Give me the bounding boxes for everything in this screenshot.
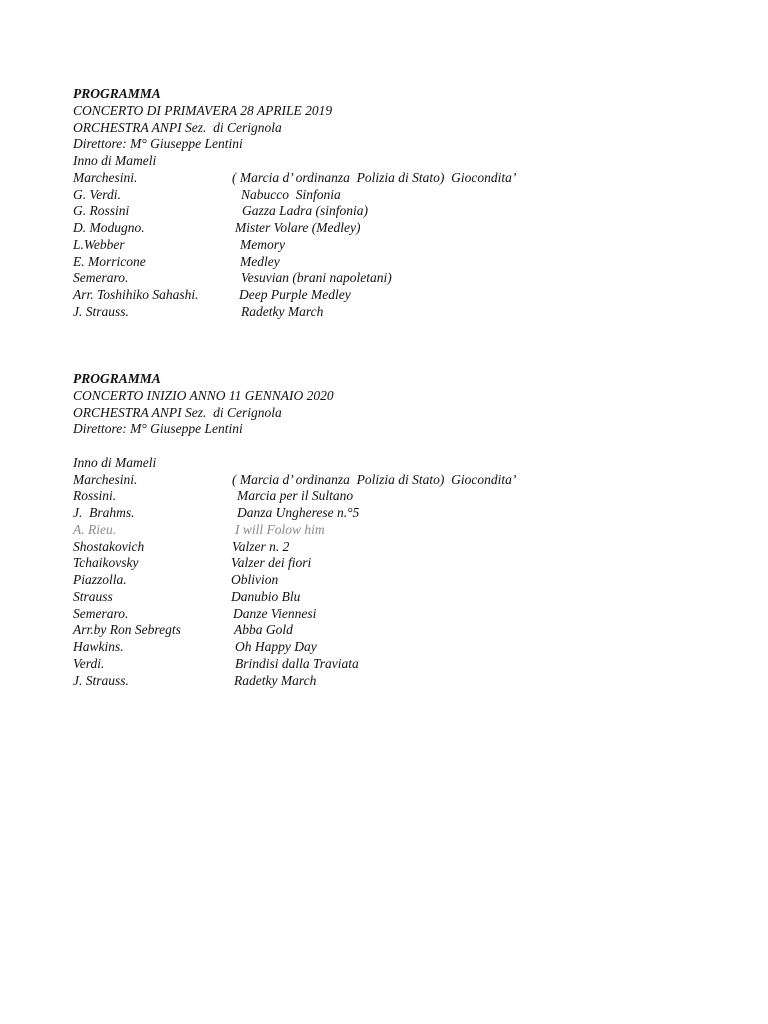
composer: Marchesini. [73, 471, 138, 487]
composer: A. Rieu. [73, 521, 117, 537]
composer: Semeraro. [73, 605, 129, 621]
composer: E. Morricone [73, 253, 146, 269]
program-row [73, 237, 693, 254]
piece-title: Mister Volare (Medley) [235, 220, 361, 235]
piece-title: Marcia per il Sultano [237, 488, 354, 504]
piece-title: Medley [240, 253, 280, 269]
piece-title: Vesuvian (brani napoletani) [241, 270, 392, 286]
program-row [73, 505, 693, 522]
piece-title: Memory [240, 236, 285, 252]
program-section-2020 [73, 371, 693, 689]
piece-title: ( Marcia d’ ordinanza Polizia di Stato) Giocondita’ [232, 471, 517, 487]
piece-title: Brindisi dalla Traviata [235, 655, 359, 671]
piece-title: Oblivion [231, 572, 279, 587]
composer: Rossini. [73, 488, 117, 504]
piece-title: Valzer n. 2 [232, 538, 290, 554]
composer: Arr.by Ron Sebregts [73, 622, 181, 638]
piece-title: Danze Viennesi [233, 605, 317, 621]
composer: J. Brahms. [73, 505, 135, 520]
program-section-2019 [73, 86, 693, 321]
composer: Verdi. [73, 655, 105, 671]
piece-title: Gazza Ladra (sinfonia) [242, 203, 369, 219]
program-row [73, 472, 693, 489]
piece-title: Abba Gold [234, 622, 293, 638]
composer: D. Modugno. [73, 220, 145, 235]
blank-line [73, 438, 693, 455]
composer: Hawkins. [73, 639, 124, 654]
program-row [73, 606, 693, 623]
director-name: Direttore: M° Giuseppe Lentini [73, 136, 243, 152]
program-row [73, 254, 693, 271]
program-row [73, 539, 693, 556]
piece-title: Radetky March [234, 672, 317, 688]
composer: Tchaikovsky [73, 555, 139, 571]
program-heading: PROGRAMMA [73, 86, 161, 101]
program-row [73, 673, 693, 690]
piece-title: Danza Ungherese n.°5 [237, 505, 360, 520]
program-row [73, 170, 693, 187]
program-row [73, 488, 693, 505]
director-name: Direttore: M° Giuseppe Lentini [73, 421, 243, 437]
program-row [73, 187, 693, 204]
composer: Marchesini. [73, 169, 138, 185]
program-row [73, 270, 693, 287]
program-row [73, 287, 693, 304]
program-row [73, 555, 693, 572]
program-row [73, 656, 693, 673]
concert-title: CONCERTO DI PRIMAVERA 28 APRILE 2019 [73, 102, 333, 118]
program-row [73, 203, 693, 220]
concert-title: CONCERTO INIZIO ANNO 11 GENNAIO 2020 [73, 387, 334, 403]
program-row [73, 220, 693, 237]
composer: Piazzolla. [73, 572, 127, 587]
composer: L.Webber [73, 236, 125, 252]
orchestra-name: ORCHESTRA ANPI Sez. di Cerignola [73, 404, 282, 420]
piece-title: Deep Purple Medley [239, 287, 351, 302]
composer: Arr. Toshihiko Sahashi. [73, 287, 199, 302]
piece-title: I will Folow him [235, 521, 325, 537]
program-row [73, 572, 693, 589]
composer: G. Verdi. [73, 186, 121, 202]
piece-title: Danubio Blu [231, 588, 301, 604]
composer: J. Strauss. [73, 303, 129, 319]
program-row [73, 622, 693, 639]
composer: Shostakovich [73, 538, 145, 554]
piece-title: ( Marcia d’ ordinanza Polizia di Stato) Giocondita’ [232, 169, 517, 185]
composer: J. Strauss. [73, 672, 129, 688]
composer: G. Rossini [73, 203, 130, 219]
program-row [73, 304, 693, 321]
program-row [73, 639, 693, 656]
opening-piece: Inno di Mameli [73, 454, 157, 470]
composer: Semeraro. [73, 270, 129, 286]
composer: Strauss [73, 588, 113, 604]
piece-title: Radetky March [241, 303, 324, 319]
piece-title: Nabucco Sinfonia [241, 186, 341, 202]
program-row [73, 522, 693, 539]
program-heading: PROGRAMMA [73, 371, 161, 386]
program-row [73, 589, 693, 606]
piece-title: Valzer dei fiori [231, 555, 312, 571]
orchestra-name: ORCHESTRA ANPI Sez. di Cerignola [73, 119, 282, 135]
piece-title: Oh Happy Day [235, 639, 317, 654]
opening-piece: Inno di Mameli [73, 153, 157, 168]
